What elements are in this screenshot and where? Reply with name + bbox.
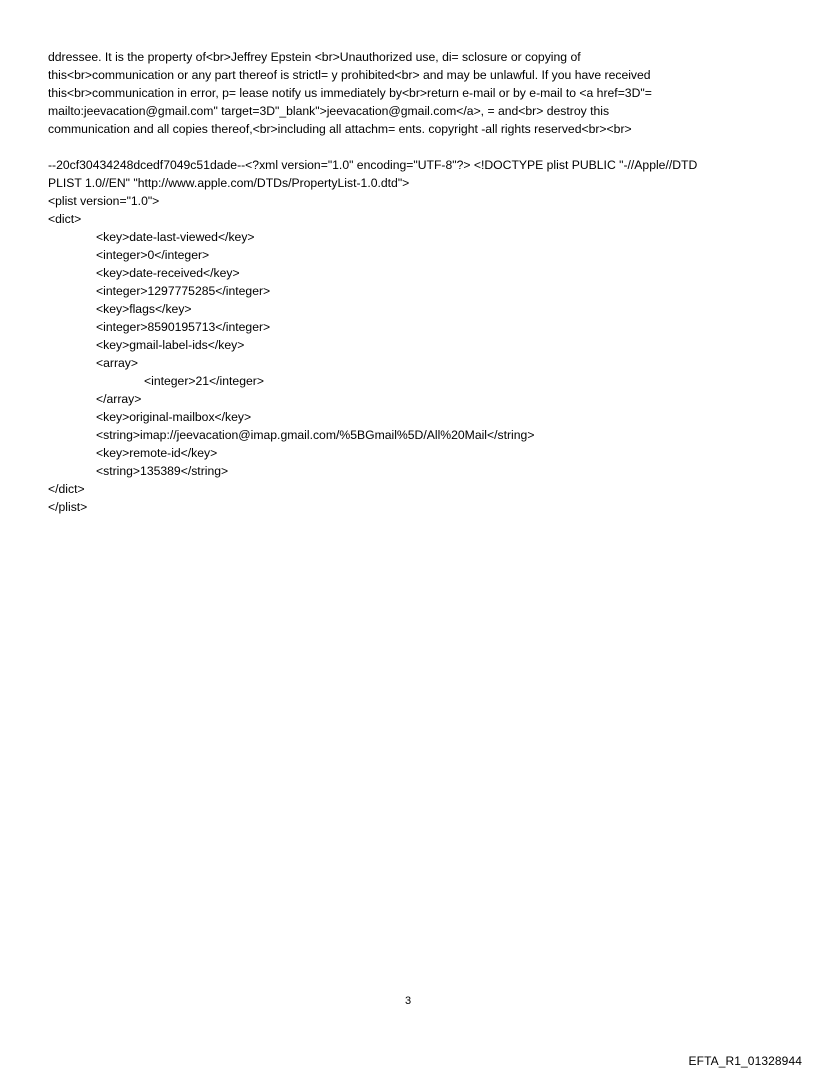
disclaimer-line: this<br>communication in error, p= lease notify us immediately by<br>return e-mail or by e-mail to <a href=3D"=	[48, 86, 652, 100]
plist-entry: <key>flags</key>	[96, 302, 192, 316]
plist-entry: <string>135389</string>	[96, 464, 229, 478]
page-number: 3	[404, 995, 412, 1007]
dict-open-tag: <dict>	[48, 212, 82, 226]
dict-close-tag: </dict>	[48, 482, 85, 496]
disclaimer-line: mailto:jeevacation@gmail.com" target=3D"_blank">jeevacation@gmail.com</a>, = and<br> destroy this	[48, 104, 610, 118]
plist-entry: <key>date-received</key>	[96, 266, 240, 280]
disclaimer-line: this<br>communication or any part thereof is strictl= y prohibited<br> and may be unlawful. If you have received	[48, 68, 651, 82]
plist-open-tag: <plist version="1.0">	[48, 194, 160, 208]
boundary-line: PLIST 1.0//EN" "http://www.apple.com/DTDs/PropertyList-1.0.dtd">	[48, 176, 410, 190]
plist-entry: <key>date-last-viewed</key>	[96, 230, 255, 244]
plist-entry: <array>	[96, 356, 139, 370]
plist-entry: <key>gmail-label-ids</key>	[96, 338, 245, 352]
plist-entry: <key>original-mailbox</key>	[96, 410, 252, 424]
plist-entry: <integer>1297775285</integer>	[96, 284, 271, 298]
plist-close-tag: </plist>	[48, 500, 88, 514]
disclaimer-line: ddressee. It is the property of<br>Jeffrey Epstein <br>Unauthorized use, di= sclosure or copying of	[48, 50, 581, 64]
blank-line	[48, 138, 768, 156]
plist-entry: <integer>8590195713</integer>	[96, 320, 271, 334]
document-body	[48, 48, 768, 516]
plist-entry: <key>remote-id</key>	[96, 446, 218, 460]
boundary-line: --20cf30434248dcedf7049c51dade--<?xml version="1.0" encoding="UTF-8"?> <!DOCTYPE plist PUBLIC "-//Apple//DTD	[48, 158, 698, 172]
plist-entry: </array>	[96, 392, 142, 406]
plist-entry: <integer>0</integer>	[96, 248, 210, 262]
bates-number: EFTA_R1_01328944	[688, 1054, 802, 1068]
plist-array-item: <integer>21</integer>	[144, 374, 264, 388]
plist-entry: <string>imap://jeevacation@imap.gmail.com/%5BGmail%5D/All%20Mail</string>	[96, 428, 535, 442]
disclaimer-line: communication and all copies thereof,<br>including all attachm= ents. copyright -all rights reserved<br><br>	[48, 122, 632, 136]
